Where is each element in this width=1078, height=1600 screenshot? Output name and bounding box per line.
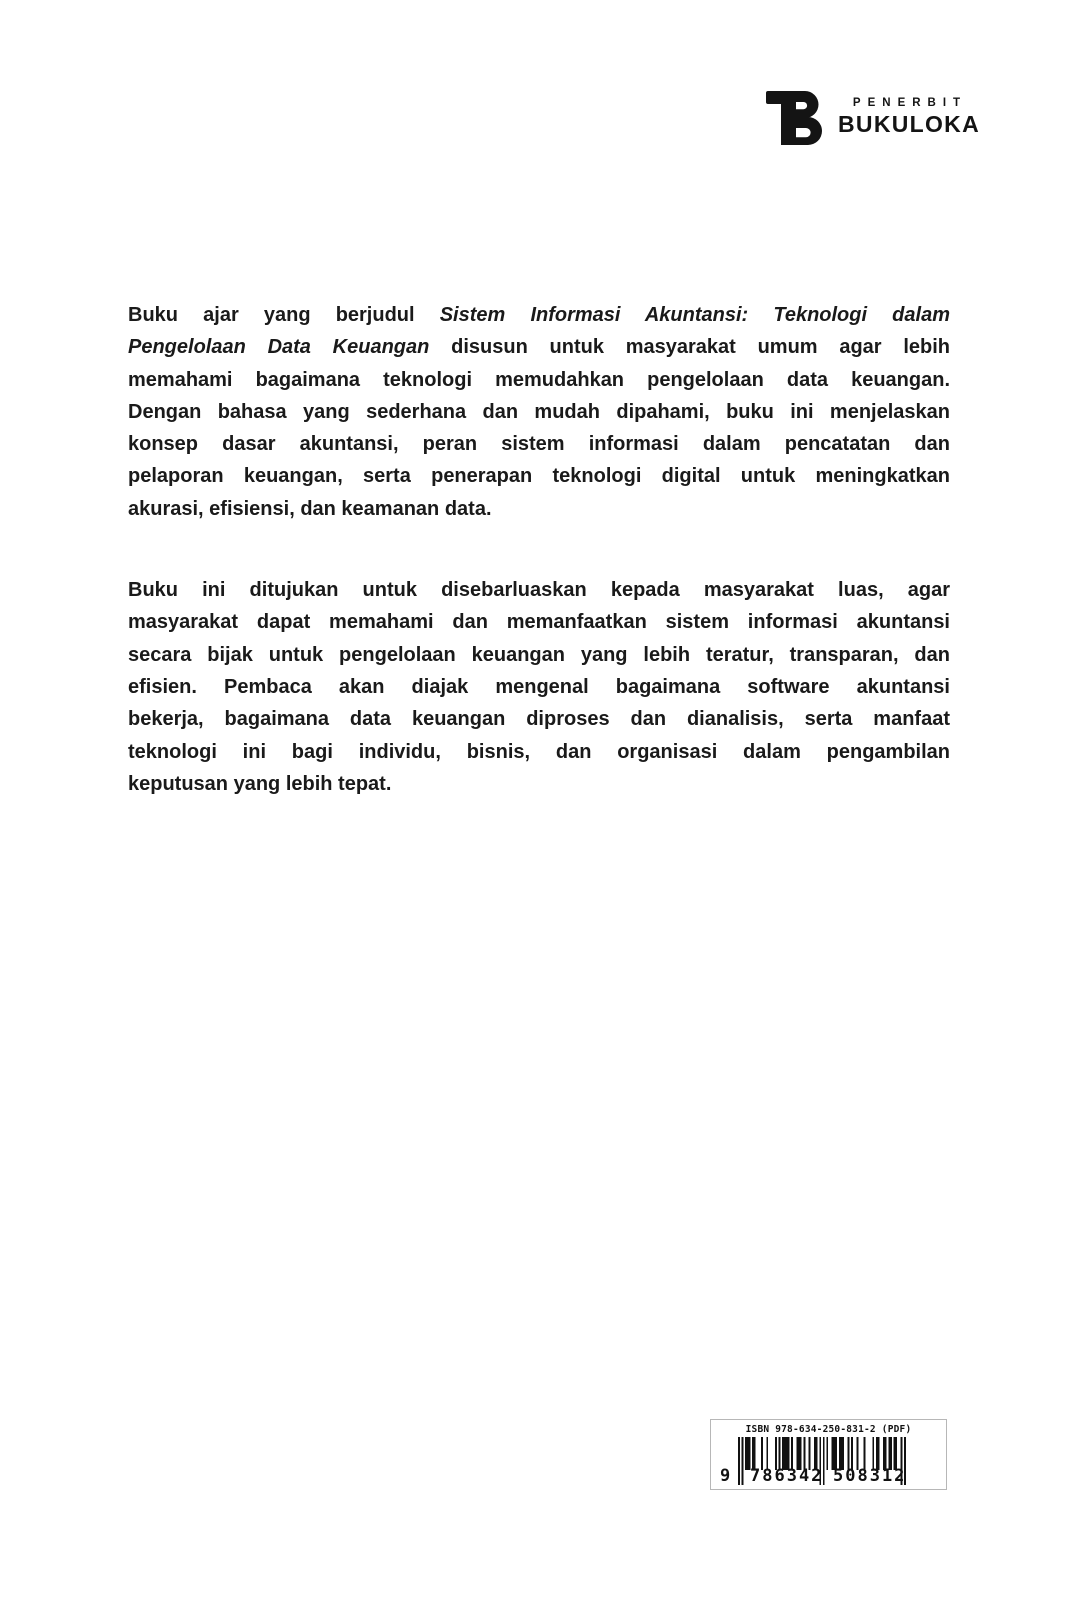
text-segment: konsep dasar akuntansi, peran sistem informasi dalam pencatatan dan <box>128 433 950 456</box>
publisher-name: BUKULOKA <box>838 111 980 137</box>
text-segment: bekerja, bagaimana data keuangan diproses dan dianalisis, serta manfaat <box>128 708 950 731</box>
synopsis-line <box>128 671 950 703</box>
publisher-logo-text <box>838 88 980 138</box>
synopsis-line <box>128 574 950 606</box>
text-segment: keputusan yang lebih tepat. <box>128 772 392 795</box>
synopsis-line <box>128 703 950 735</box>
text-segment: Buku ajar yang berjudul <box>128 304 440 326</box>
bukuloka-b-icon <box>766 88 829 148</box>
text-segment: pelaporan keuangan, serta penerapan teknologi digital untuk meningkatkan <box>128 465 950 488</box>
synopsis-line <box>128 396 950 428</box>
publisher-logo <box>766 88 980 148</box>
synopsis-line <box>128 606 950 638</box>
synopsis-line <box>128 639 950 671</box>
synopsis-paragraph <box>128 299 950 525</box>
synopsis-line <box>128 768 950 800</box>
text-segment: memahami bagaimana teknologi memudahkan pengelolaan data keuangan. <box>128 368 950 391</box>
synopsis-line <box>128 428 950 460</box>
text-segment: akurasi, efisiensi, dan keamanan data. <box>128 497 492 520</box>
isbn-barcode <box>710 1419 947 1490</box>
text-segment: Pengelolaan Data Keuangan <box>128 336 430 359</box>
barcode-digit-prefix: 9 <box>720 1466 731 1486</box>
text-segment: Dengan bahasa yang sederhana dan mudah dipahami, buku ini menjelaskan <box>128 400 950 423</box>
synopsis-line <box>128 736 950 768</box>
text-segment: disusun untuk masyarakat umum agar lebih <box>429 336 950 359</box>
text-segment: secara bijak untuk pengelolaan keuangan yang lebih teratur, transparan, dan <box>128 643 950 666</box>
barcode-digits-right: 508312 <box>833 1466 907 1486</box>
barcode-digits-left: 786342 <box>750 1466 824 1486</box>
text-segment: efisien. Pembaca akan diajak mengenal bagaimana software akuntansi <box>128 675 950 698</box>
synopsis-line <box>128 493 950 525</box>
synopsis-line <box>128 364 950 396</box>
synopsis-line <box>128 299 950 331</box>
text-segment: Sistem Informasi Akuntansi: Teknologi dalam <box>439 304 950 326</box>
synopsis-line <box>128 331 950 363</box>
synopsis-line <box>128 460 950 492</box>
synopsis-text <box>128 299 950 849</box>
text-segment: teknologi ini bagi individu, bisnis, dan organisasi dalam pengambilan <box>128 740 950 763</box>
text-segment: Buku ini ditujukan untuk disebarluaskan kepada masyarakat luas, agar <box>128 579 950 602</box>
publisher-label: PENERBIT <box>852 97 968 109</box>
synopsis-paragraph <box>128 574 950 800</box>
text-segment: masyarakat dapat memahami dan memanfaatkan sistem informasi akuntansi <box>128 611 950 634</box>
isbn-number: ISBN 978-634-250-831-2 (PDF) <box>745 1424 912 1435</box>
